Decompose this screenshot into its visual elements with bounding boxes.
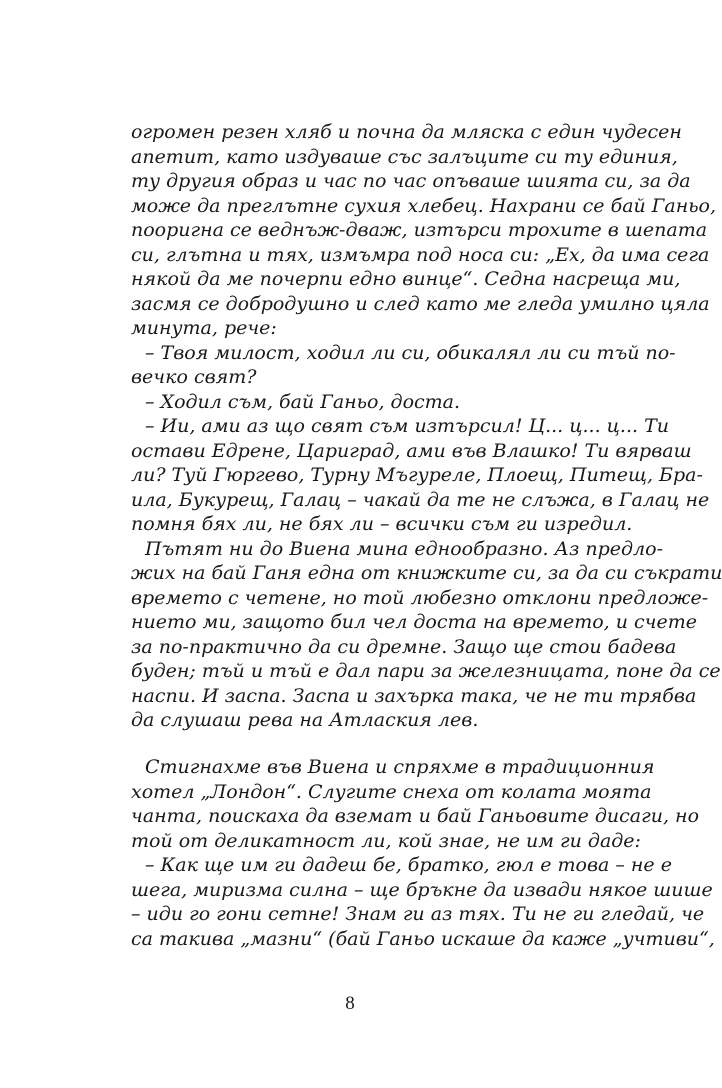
text-line: си, глътна и тях, измъмра под носа си: „Ех, да има сега (131, 243, 710, 266)
text-line: – Твоя милост, ходил ли си, обикалял ли си тъй по- (145, 341, 676, 364)
text-block-upper (131, 120, 722, 733)
text-line: минута, рече: (131, 317, 277, 339)
text-line: ила, Букурещ, Галац – чакай да те не слъжа, в Галац не (131, 488, 710, 511)
page-number: 8 (345, 993, 355, 1014)
text-line: буден; тъй и тъй е дал пари за железницата, поне да се (131, 660, 721, 682)
text-line: хотел „Лондон“. Слугите снеха от колата моята (131, 780, 652, 803)
text-line: времето с четене, но той любезно отклони предложе- (131, 586, 709, 609)
text-line: са такива „мазни“ (бай Ганьо искаше да каже „учтиви“, (131, 927, 715, 950)
text-line: – Ходил съм, бай Ганьо, доста. (145, 390, 461, 413)
text-line: шега, миризма силна – ще бръкне да извади някое шише (131, 878, 713, 901)
text-line: – Как ще им ги дадеш бе, братко, гюл е това – не е (145, 854, 672, 876)
text-line: наспи. И заспа. Заспа и захърка така, че не ти трябва (131, 684, 697, 707)
text-line: Стигнахме във Виена и спряхме в традиционния (145, 756, 655, 778)
text-line: някой да ме почерпи едно винце“. Седна насреща ми, (131, 268, 681, 290)
text-line: вечко свят? (131, 366, 257, 388)
text-line: чанта, поискаха да вземат и бай Ганьовите дисаги, но (131, 805, 700, 827)
text-block-lower (131, 755, 715, 951)
text-line: жих на бай Ганя една от книжките си, за да си съкрати (131, 562, 722, 584)
text-line: засмя се добродушно и след като ме гледа умилно цяла (131, 292, 710, 315)
text-line: – иди го гони сетне! Знам ги аз тях. Ти не ги гледай, че (131, 903, 705, 925)
text-line: да слушаш рева на Атлаския лев. (131, 709, 479, 731)
text-line: може да преглътне сухия хлебец. Нахрани се бай Ганьо, (131, 194, 717, 217)
text-line: помня бях ли, не бях ли – всички съм ги изредил. (131, 513, 633, 535)
text-line: за по-практично да си дремне. Защо ще стои бадева (131, 635, 677, 658)
text-line: ту другия образ и час по час опъваше шията си, за да (131, 170, 691, 192)
text-line: пооригна се веднъж-дваж, изтърси трохите в шепата (131, 219, 708, 241)
text-line: ли? Туй Гюргево, Турну Мъгуреле, Плоещ, Питещ, Бра- (131, 464, 703, 486)
text-line: огромен резен хляб и почна да мляска с един чудесен (131, 121, 682, 143)
text-line: остави Едрене, Цариград, ами във Влашко! Ти вярваш (131, 439, 692, 462)
text-line: – Ии, ами аз що свят съм изтърсил! Ц... ц... ц... Ти (145, 415, 670, 437)
text-line: апетит, като издуваше със залъците си ту единия, (131, 145, 678, 168)
text-line: той от деликатност ли, кой знае, не им ги даде: (131, 829, 641, 852)
text-line: нието ми, защото бил чел доста на времето, и счете (131, 611, 698, 633)
text-line: Пътят ни до Виена мина еднообразно. Аз предло- (145, 537, 663, 560)
